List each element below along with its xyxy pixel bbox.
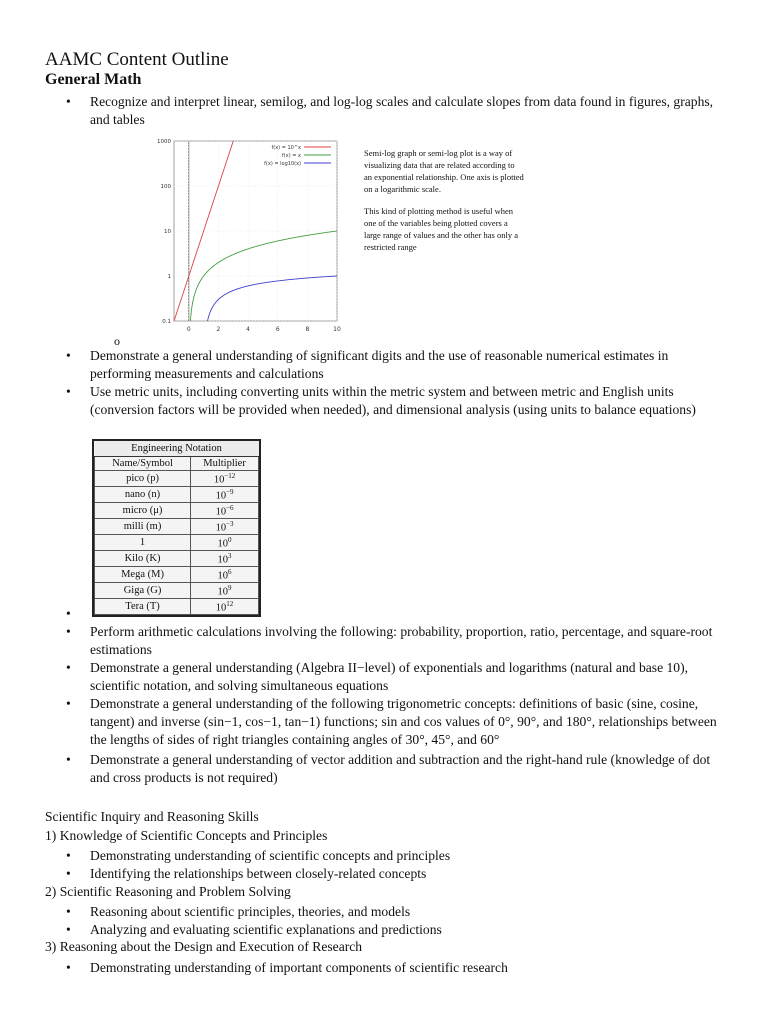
legend-label: f(x) = 10^x: [271, 145, 301, 151]
y-tick-label: 1: [167, 274, 171, 280]
multiplier-base: 10: [215, 522, 227, 534]
legend-label: f(x) = x: [282, 153, 301, 159]
bullet-text: Analyzing and evaluating scientific explanations and predictions: [90, 922, 442, 937]
side-note-paragraph: This kind of plotting method is useful when one of the variables being plotted covers a large range of values and the other has only a restricted range: [364, 206, 518, 252]
bullet-text: Identifying the relationships between closely-related concepts: [90, 866, 427, 881]
page-title: AAMC Content Outline: [45, 49, 229, 70]
skills-section-title: 3) Reasoning about the Design and Execution of Research: [45, 939, 363, 954]
bullet-text: Reasoning about scientific principles, theories, and models: [90, 904, 411, 919]
bullet-text: Demonstrating understanding of important components of scientific research: [90, 960, 508, 975]
unit-name: milli (m): [95, 519, 191, 535]
multiplier: [191, 519, 259, 535]
multiplier-base: 10: [215, 506, 227, 518]
y-tick-label: 100: [160, 184, 171, 190]
bullet-marker: •: [66, 960, 71, 975]
multiplier: [191, 471, 259, 487]
multiplier-base: 10: [217, 538, 229, 550]
bullet-text: Demonstrating understanding of scientific concepts and principles: [90, 848, 451, 863]
bullet-text: Demonstrate a general understanding (Algebra II−level) of exponentials and logarithms (natural and base 10), scientific notation, and solving simultaneous equations: [90, 660, 689, 693]
table-row: [95, 583, 259, 599]
x-tick-label: 2: [216, 326, 221, 333]
bullet-text: Recognize and interpret linear, semilog, and log-log scales and calculate slopes from data found in figures, graphs, and tables: [90, 94, 714, 127]
skills-section-title: 2) Scientific Reasoning and Problem Solving: [45, 884, 291, 899]
x-tick-label: 6: [275, 326, 280, 333]
multiplier-base: 10: [215, 602, 227, 614]
x-tick-label: 4: [246, 326, 251, 333]
unit-name: Giga (G): [95, 583, 191, 599]
table-row: [95, 471, 259, 487]
multiplier: [191, 551, 259, 567]
bullet-text: Demonstrate a general understanding of vector addition and subtraction and the right-hand rule (knowledge of dot and cross products is not required): [90, 752, 711, 785]
table-row: [95, 567, 259, 583]
multiplier-exponent: 6: [228, 567, 232, 576]
table-row: [95, 487, 259, 503]
multiplier: [191, 503, 259, 519]
unit-name: pico (p): [95, 471, 191, 487]
bullet-marker: •: [66, 624, 71, 639]
multiplier: [191, 599, 259, 615]
skills-heading: Scientific Inquiry and Reasoning Skills: [45, 809, 259, 824]
bullet-marker: •: [66, 922, 71, 937]
bullet-marker: •: [66, 94, 71, 109]
multiplier-exponent: −12: [224, 471, 236, 480]
multiplier-base: 10: [217, 554, 229, 566]
multiplier: [191, 535, 259, 551]
x-tick-label: 10: [333, 326, 341, 333]
multiplier-base: 10: [213, 474, 225, 486]
side-note-paragraph: Semi-log graph or semi-log plot is a way of visualizing data that are related according to an exponential relationship. One axis is plotted on a logarithmic scale.: [364, 148, 524, 194]
bullet-marker: •: [66, 384, 71, 399]
table-header: Name/Symbol: [95, 457, 191, 471]
bullet-text: Use metric units, including converting units within the metric system and between metric and English units (conversion factors will be provided when needed), and dimensional analysis (using units to balance equations): [90, 384, 696, 417]
multiplier: [191, 583, 259, 599]
multiplier-base: 10: [217, 570, 229, 582]
table-caption: Engineering Notation: [95, 441, 259, 457]
table-row: [95, 535, 259, 551]
semilog-chart: [140, 135, 345, 335]
bullet-marker: •: [66, 348, 71, 363]
bullet-text: Demonstrate a general understanding of the following trigonometric concepts: definitions of basic (sine, cosine, tangent) and inverse (sin−1, cos−1, tan−1) functions; sin and cos values of 0°, 90°, and 180°, relationships between the lengths of sides of right triangles containing angles of 30°, 45°, and 60°: [90, 696, 717, 747]
bullet-text: Perform arithmetic calculations involving the following: probability, proportion, ratio, percentage, and square-root estimations: [90, 624, 713, 657]
unit-name: Mega (M): [95, 567, 191, 583]
sub-bullet-marker: o: [114, 334, 120, 348]
multiplier-exponent: 9: [228, 583, 232, 592]
multiplier-exponent: 0: [228, 535, 232, 544]
unit-name: 1: [95, 535, 191, 551]
table-header: Multiplier: [191, 457, 259, 471]
y-tick-label: 0.1: [162, 319, 171, 325]
engineering-notation-table: [92, 439, 261, 617]
bullet-marker: •: [66, 660, 71, 675]
table-row: [95, 551, 259, 567]
y-tick-label: 10: [164, 229, 171, 235]
bullet-marker: •: [66, 696, 71, 711]
bullet-marker: •: [66, 866, 71, 881]
chart-side-note: [364, 147, 524, 263]
multiplier-exponent: −3: [226, 519, 234, 528]
y-tick-label: 1000: [157, 139, 171, 145]
multiplier-base: 10: [217, 586, 229, 598]
multiplier-exponent: 3: [228, 551, 232, 560]
multiplier-exponent: 12: [226, 599, 234, 608]
bullet-marker: •: [66, 752, 71, 767]
table-row: [95, 519, 259, 535]
multiplier-exponent: −6: [226, 503, 234, 512]
multiplier: [191, 487, 259, 503]
bullet-text: Demonstrate a general understanding of significant digits and the use of reasonable numerical estimates in performing measurements and calculations: [90, 348, 669, 381]
unit-name: Tera (T): [95, 599, 191, 615]
bullet-marker: •: [66, 606, 71, 621]
section-heading: General Math: [45, 71, 142, 88]
unit-name: micro (μ): [95, 503, 191, 519]
skills-section-title: 1) Knowledge of Scientific Concepts and Principles: [45, 828, 328, 843]
bullet-marker: •: [66, 848, 71, 863]
multiplier-exponent: −9: [226, 487, 234, 496]
table-row: [95, 503, 259, 519]
multiplier-base: 10: [215, 490, 227, 502]
legend-label: f(x) = log10(x): [264, 161, 301, 167]
multiplier: [191, 567, 259, 583]
unit-name: Kilo (K): [95, 551, 191, 567]
unit-name: nano (n): [95, 487, 191, 503]
table-row: [95, 599, 259, 615]
x-tick-label: 0: [186, 326, 191, 333]
x-tick-label: 8: [305, 326, 310, 333]
bullet-marker: •: [66, 904, 71, 919]
